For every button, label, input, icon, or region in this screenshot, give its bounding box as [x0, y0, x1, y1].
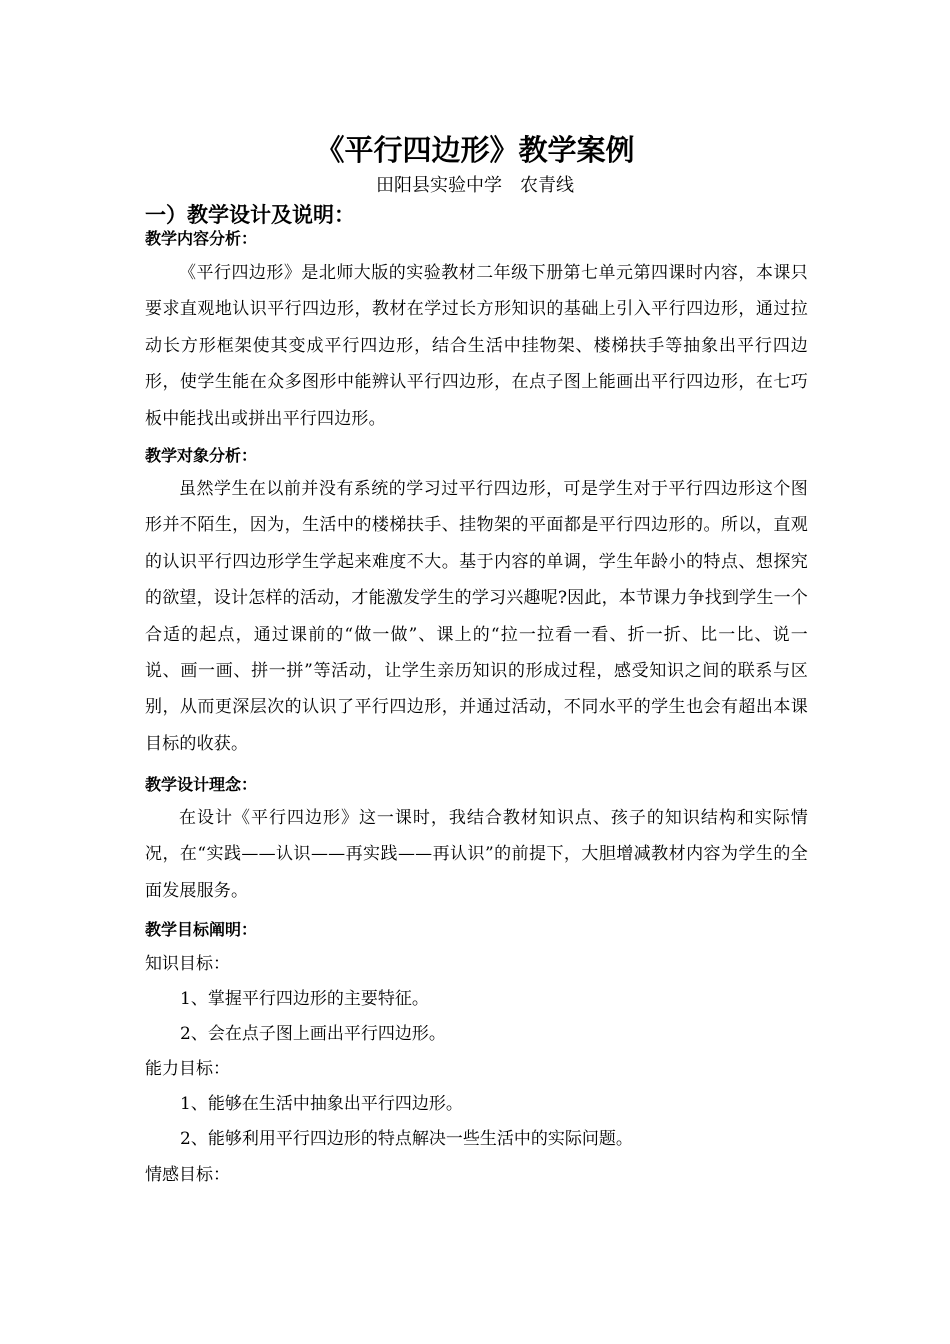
ability-goal-item: 2、能够利用平行四边形的特点解决一些生活中的实际问题。	[180, 1129, 633, 1149]
content-analysis-paragraph: 《平行四边形》是北师大版的实验教材二年级下册第七单元第四课时内容，本课只要求直观地认识平行四边形，教材在学过长方形知识的基础上引入平行四边形，通过拉动长方形框架使其变成平行四边形，结合生活中挂物架、楼梯扶手等抽象出平行四边形，使学生能在众多图形中能辨认平行四边形，在点子图上能画出平行四边形，在七巧板中能找出或拼出平行四边形。	[145, 263, 808, 429]
document-title: 《平行四边形》教学案例	[315, 133, 635, 167]
author-line: 田阳县实验中学 农青线	[376, 175, 574, 196]
ability-goals-label: 能力目标：	[145, 1059, 230, 1079]
ability-goal-item: 1、能够在生活中抽象出平行四边形。	[180, 1094, 463, 1114]
section-heading: 一）教学设计及说明：	[145, 203, 355, 227]
knowledge-goals-label: 知识目标：	[145, 954, 230, 974]
design-concept-paragraph: 在设计《平行四边形》这一课时，我结合教材知识点、孩子的知识结构和实际情况，在“实践——认识——再实践——再认识”的前提下，大胆增减教材内容为学生的全面发展服务。	[145, 808, 808, 901]
knowledge-goal-item: 2、会在点子图上画出平行四边形。	[180, 1024, 446, 1044]
object-analysis-paragraph: 虽然学生在以前并没有系统的学习过平行四边形，可是学生对于平行四边形这个图形并不陌生，因为，生活中的楼梯扶手、挂物架的平面都是平行四边形的。所以，直观的认识平行四边形学生学起来难度不大。基于内容的单调，学生年龄小的特点、想探究的欲望，设计怎样的活动，才能激发学生的学习兴趣呢?因此，本节课力争找到学生一个合适的起点，通过课前的“做一做”、课上的“拉一拉看一看、折一折、比一比、说一说、画一画、拼一拼”等活动，让学生亲历知识的形成过程，感受知识之间的联系与区别，从而更深层次的认识了平行四边形，并通过活动，不同水平的学生也会有超出本课目标的收获。	[145, 479, 808, 754]
object-analysis-heading: 教学对象分析：	[145, 446, 258, 465]
goals-heading: 教学目标阐明：	[145, 920, 258, 939]
design-concept-heading: 教学设计理念：	[145, 775, 258, 794]
content-analysis-heading: 教学内容分析：	[145, 229, 258, 248]
emotion-goals-label: 情感目标：	[145, 1165, 230, 1185]
knowledge-goal-item: 1、掌握平行四边形的主要特征。	[180, 989, 429, 1009]
